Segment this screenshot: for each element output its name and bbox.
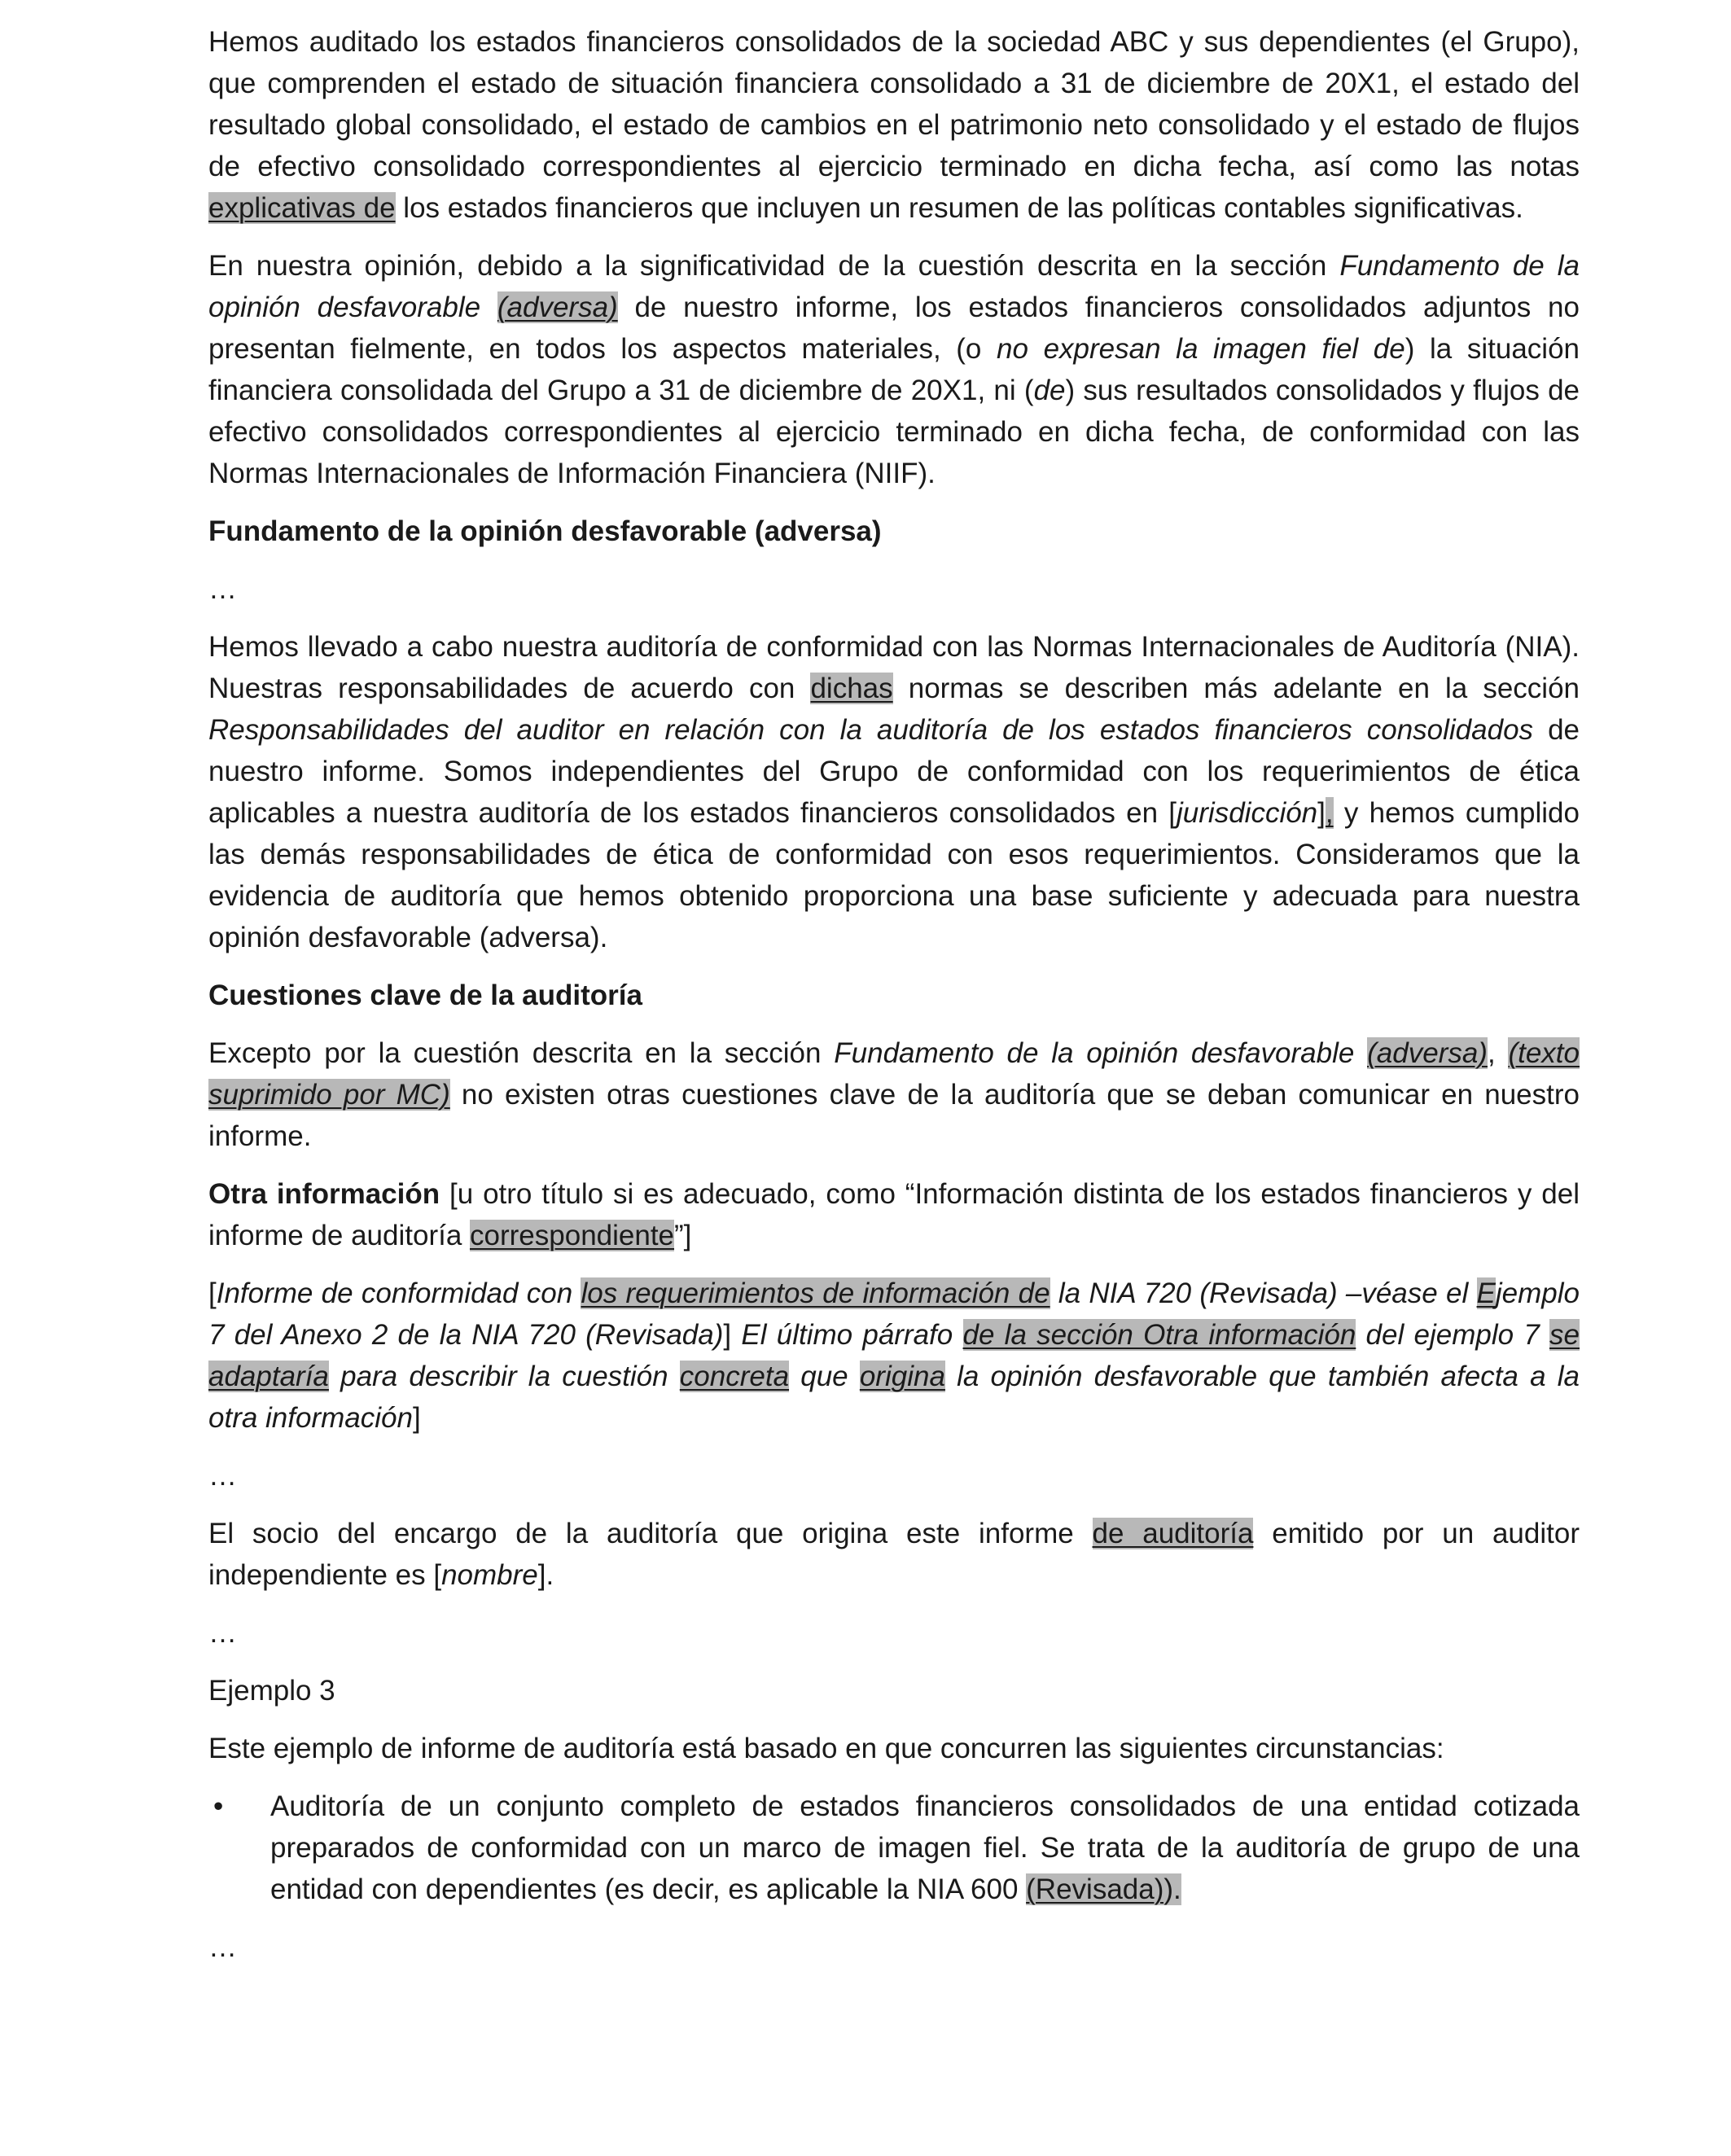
example-title: Ejemplo 3 xyxy=(208,1675,335,1707)
paragraph-key-audit-matters: Excepto por la cuestión descrita en la sección Fundamento de la opinión desfavorable (adversa), (texto suprimido por MC) no existen otras cuestiones clave de la auditoría que se deban comunicar en nuestro informe. xyxy=(208,1037,1580,1152)
highlighted-text: concreta xyxy=(679,1361,790,1392)
paragraph-example-intro: Este ejemplo de informe de auditoría está basado en que concurren las siguientes circunstancias: xyxy=(208,1733,1444,1764)
highlighted-text: (adversa) xyxy=(497,291,618,323)
heading-key-audit-matters: Cuestiones clave de la auditoría xyxy=(208,979,642,1011)
list-item: • Auditoría de un conjunto completo de estados financieros consolidados de una entidad cotizada preparados de conformidad con un marco de imagen fiel. Se trata de la auditoría de grupo de una entidad con dependientes (es decir, es aplicable la NIA 600 (Revisada)). xyxy=(208,1786,1580,1910)
highlighted-text: , xyxy=(1325,797,1334,829)
ellipsis: … xyxy=(208,573,237,605)
paragraph-engagement-partner: El socio del encargo de la auditoría que origina este informe de auditoría emitido por un auditor independiente es [nombre]. xyxy=(208,1518,1580,1591)
document-page xyxy=(208,21,1580,1984)
bullet-icon: • xyxy=(213,1790,224,1822)
highlighted-text: (Revisada) xyxy=(1026,1873,1164,1905)
ellipsis: … xyxy=(208,1931,237,1963)
highlighted-text: los requerimientos de información de xyxy=(581,1277,1050,1309)
paragraph-scope: Hemos auditado los estados financieros consolidados de la sociedad ABC y sus dependientes (el Grupo), que comprenden el estado de situación financiera consolidado a 31 de diciembre de 20X1, el estado del resultado global consolidado, el estado de cambios en el patrimonio neto consolidado y el estado de flujos de efectivo consolidado correspondientes al ejercicio terminado en dicha fecha, así como las notas explicativas de los estados financieros que incluyen un resumen de las políticas contables significativas. xyxy=(208,26,1580,224)
highlighted-text: correspondiente xyxy=(470,1220,675,1251)
highlighted-text: de auditoría xyxy=(1092,1518,1254,1549)
ellipsis: … xyxy=(208,1617,237,1649)
paragraph-basis: Hemos llevado a cabo nuestra auditoría de conformidad con las Normas Internacionales de Auditoría (NIA). Nuestras responsabilidades de acuerdo con dichas normas se describen más adelante en la sección Responsabilidades del auditor en relación con la auditoría de los estados financieros consolidados de nuestro informe. Somos independientes del Grupo de conformidad con los requerimientos de ética aplicables a nuestra auditoría de los estados financieros consolidados en [jurisdicción], y hemos cumplido las demás responsabilidades de ética de conformidad con esos requerimientos. Consideramos que la evidencia de auditoría que hemos obtenido proporciona una base suficiente y adecuada para nuestra opinión desfavorable (adversa). xyxy=(208,631,1580,953)
heading-basis-for-opinion: Fundamento de la opinión desfavorable (adversa) xyxy=(208,515,882,547)
highlighted-text: explicativas de xyxy=(208,192,396,224)
ellipsis: … xyxy=(208,1460,237,1492)
paragraph-report-instruction: [Informe de conformidad con los requerimientos de información de la NIA 720 (Revisada) –véase el Ejemplo 7 del Anexo 2 de la NIA 720 (Revisada)] El último párrafo de la sección Otra información del ejemplo 7 se adaptaría para describir la cuestión concreta que origina la opinión desfavorable que también afecta a la otra información] xyxy=(208,1277,1580,1434)
highlighted-text: E xyxy=(1476,1277,1496,1309)
highlighted-text: ). xyxy=(1163,1873,1181,1905)
highlighted-text: (texto suprimido por MC) xyxy=(208,1037,1580,1111)
highlighted-text: (adversa) xyxy=(1367,1037,1488,1069)
paragraph-other-information: Otra información [u otro título si es adecuado, como “Información distinta de los estados financieros y del informe de auditoría correspondiente”] xyxy=(208,1178,1580,1251)
highlighted-text: dichas xyxy=(810,673,893,704)
paragraph-opinion: En nuestra opinión, debido a la significatividad de la cuestión descrita en la sección Fundamento de la opinión desfavorable (adversa) de nuestro informe, los estados financieros consolidados adjuntos no presentan fielmente, en todos los aspectos materiales, (o no expresan la imagen fiel de) la situación financiera consolidada del Grupo a 31 de diciembre de 20X1, ni (de) sus resultados consolidados y flujos de efectivo consolidados correspondientes al ejercicio terminado en dicha fecha, de conformidad con las Normas Internacionales de Información Financiera (NIIF). xyxy=(208,250,1580,489)
highlighted-text: se adaptaría xyxy=(208,1319,1580,1392)
highlighted-text: de la sección Otra información xyxy=(962,1319,1356,1351)
highlighted-text: origina xyxy=(859,1361,945,1392)
